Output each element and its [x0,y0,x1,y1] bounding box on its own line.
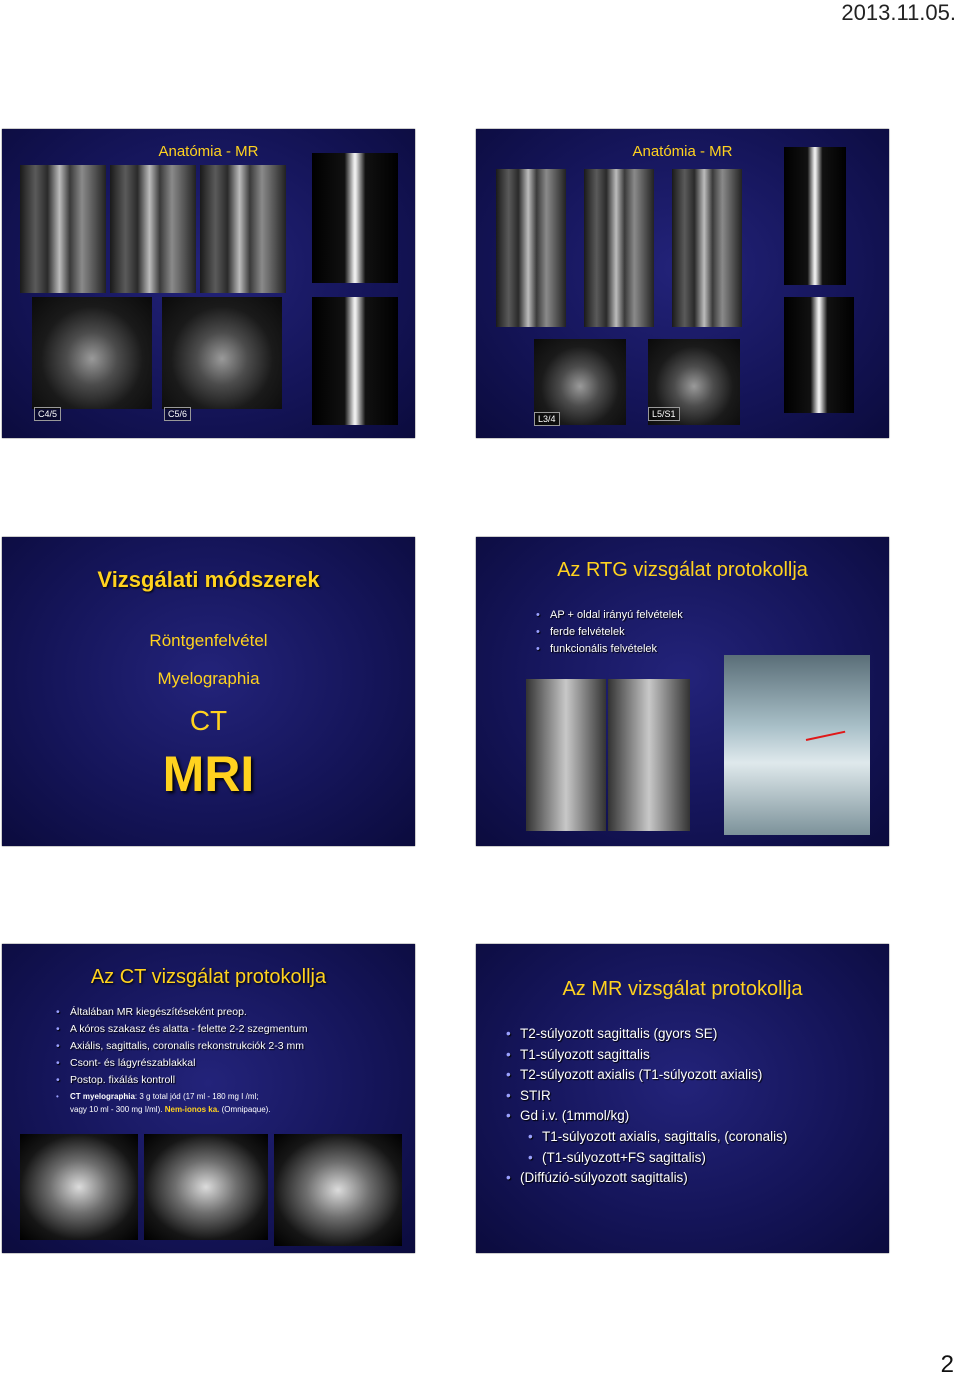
slide-anatomy-lumbar [476,129,889,438]
method-item: Myelographia [157,669,260,688]
bullet-item: • Általában MR kiegészítéseként preop. [56,1004,308,1021]
sagittal-mr-image [110,165,196,293]
level-label: L3/4 [534,412,560,426]
bullet-item: • A kóros szakasz és alatta - felette 2-2 szegmentum [56,1021,308,1038]
slide-ct-protocol [2,944,415,1253]
bullet-item: • T1-súlyozott sagittalis [506,1045,787,1066]
sagittal-mr-image [672,169,742,327]
page-number: 2 [940,1351,954,1378]
bullet-item: • (Diffúzió-súlyozott sagittalis) [506,1168,787,1189]
bullet-list [56,1004,308,1089]
page-date: 2013.11.05. [841,0,956,25]
ct-myelography-text: : 3 g total jód (17 ml - 180 mg I /ml; [134,1092,259,1101]
slide-rtg-protocol [476,537,889,846]
bullet-item: • funkcionális felvételek [536,641,683,658]
bullet-item: • AP + oldal irányú felvételek [536,607,683,624]
ct-coronal-image [20,1134,138,1240]
non-ionic-label: Nem-ionos ka. [164,1105,220,1114]
bullet-list [536,607,683,658]
slide-mr-protocol [476,944,889,1253]
method-item-highlight: MRI [162,746,255,802]
sagittal-mr-image [496,169,566,327]
sub-bullet-item: • T1-súlyozott axialis, sagittalis, (coronalis) [506,1127,787,1148]
bullet-item: • ferde felvételek [536,624,683,641]
ct-myelography-note: • CT myelographia: 3 g total jód (17 ml - 180 mg I /ml; vagy 10 ml - 300 mg I/ml). Nem-ionos ka. (Omnipaque). [56,1092,271,1114]
ct-axial-image [274,1134,402,1246]
axial-mr-image [32,297,152,409]
level-label: L5/S1 [648,407,680,421]
bullet-item: • Axiális, sagittalis, coronalis rekonstrukciók 2-3 mm [56,1038,308,1055]
bullet-item: • Postop. fixálás kontroll [56,1072,308,1089]
slide-title: Az RTG vizsgálat protokollja [557,559,808,581]
sagittal-mr-image [20,165,106,293]
method-item: CT [189,705,228,736]
slide-title: Anatómia - MR [158,143,259,160]
slide-title: Vizsgálati módszerek [97,567,320,592]
bullet-item: • STIR [506,1086,787,1107]
ct-sagittal-image [144,1134,268,1240]
bullet-list [506,1024,787,1189]
axial-mr-image [162,297,282,409]
slide-title: Az MR vizsgálat protokollja [562,978,803,1000]
ct-myelography-text: vagy 10 ml - 300 mg I/ml). [70,1105,163,1114]
level-label: C5/6 [164,407,191,421]
ct-myelography-text: (Omnipaque). [221,1105,271,1114]
bullet-item: • T2-súlyozott axialis (T1-súlyozott axialis) [506,1065,787,1086]
mr-myelography-image [784,147,846,285]
level-label: C4/5 [34,407,61,421]
slide-methods [2,537,415,846]
sub-bullet-item: • (T1-súlyozott+FS sagittalis) [506,1148,787,1169]
sagittal-mr-image [584,169,654,327]
ct-myelography-label: CT myelographia [70,1092,135,1101]
mr-myelography-image [312,153,398,283]
xray-ap-image [608,679,690,831]
sagittal-mr-image [200,165,286,293]
mr-myelography-image [312,297,398,425]
bullet-item: • Gd i.v. (1mmol/kg) [506,1106,787,1127]
method-item: Röntgenfelvétel [149,631,268,650]
xray-lateral-image [526,679,606,831]
mr-myelography-image [784,297,854,413]
slide-anatomy-cervical [2,129,415,438]
slide-title: Az CT vizsgálat protokollja [90,966,327,988]
bullet-item: • Csont- és lágyrészablakkal [56,1055,308,1072]
xray-oblique-image [724,655,870,835]
slide-title: Anatómia - MR [632,143,733,160]
bullet-item: • T2-súlyozott sagittalis (gyors SE) [506,1024,787,1045]
